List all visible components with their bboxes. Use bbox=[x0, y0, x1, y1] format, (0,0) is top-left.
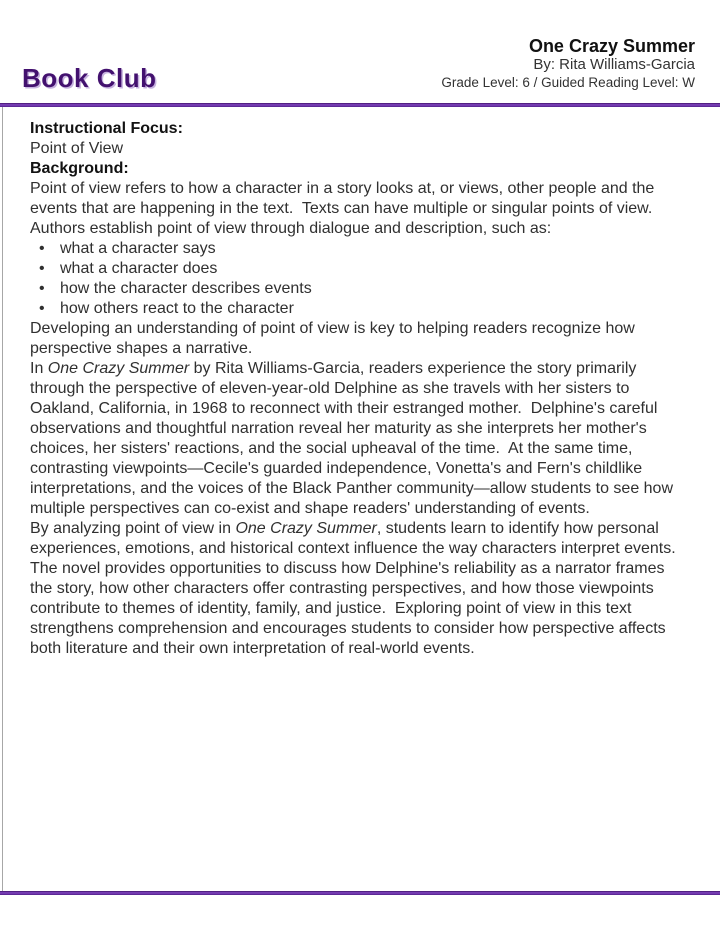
analysis-paragraph: By analyzing point of view in One Crazy Summer, students learn to identify how personal experiences, emotions, and historical context influence the way characters interpret events. The novel provides opportunities to discuss how Delphine's reliability as a narrator frames the story, how other characters offer contrasting perspectives, and how those viewpoints contribute to themes of identity, family, and justice. Exploring point of view in this text strengthens comprehension and encourages students to consider how perspective affects both literature and their own interpretation of real-world events. bbox=[30, 520, 680, 657]
instructional-focus-label: Instructional Focus: bbox=[30, 120, 183, 137]
bullet-item: • what a character does bbox=[30, 259, 680, 279]
bullet-item: • how others react to the character bbox=[30, 299, 680, 319]
book-meta-block bbox=[441, 36, 695, 91]
bullet-item: • how the character describes events bbox=[30, 279, 680, 299]
developing-understanding-paragraph: Developing an understanding of point of view is key to helping readers recognize how perspective shapes a narrative. bbox=[30, 320, 640, 357]
background-intro-paragraph: Point of view refers to how a character in a story looks at, or views, other people and the events that are happening in the text. Texts can have multiple or singular points of view. bbox=[30, 180, 659, 217]
book-author-line: By: Rita Williams-Garcia bbox=[533, 56, 695, 73]
novel-overview-paragraph: In One Crazy Summer by Rita Williams-Garcia, readers experience the story primarily through the perspective of eleven-year-old Delphine as she travels with her sisters to Oakland, California, in 1968 to reconnect with their estranged mother. Delphine's careful observations and thoughtful narration reveal her maturity as she interprets her mother's choices, her sisters' reactions, and the social upheaval of the time. At the same time, contrasting viewpoints—Cecile's guarded independence, Vonetta's and Fern's childlike interpretations, and the voices of the Black Panther community—allow students to see how multiple perspectives can co-exist and shape readers' understanding of events. bbox=[30, 360, 678, 517]
instructional-focus-value: Point of View bbox=[30, 140, 124, 157]
authors-establish-line: Authors establish point of view through dialogue and description, such as: bbox=[30, 220, 552, 237]
background-label: Background: bbox=[30, 160, 129, 177]
bottom-divider-rule bbox=[0, 891, 720, 895]
grade-level-line: Grade Level: 6 / Guided Reading Level: W bbox=[441, 75, 695, 90]
document-body bbox=[0, 107, 720, 891]
book-club-brand: Book Club bbox=[22, 63, 157, 93]
bullet-item: • what a character says bbox=[30, 239, 680, 259]
page-header bbox=[0, 0, 720, 103]
book-title: One Crazy Summer bbox=[528, 36, 695, 56]
point-of-view-bullet-list bbox=[30, 239, 680, 319]
